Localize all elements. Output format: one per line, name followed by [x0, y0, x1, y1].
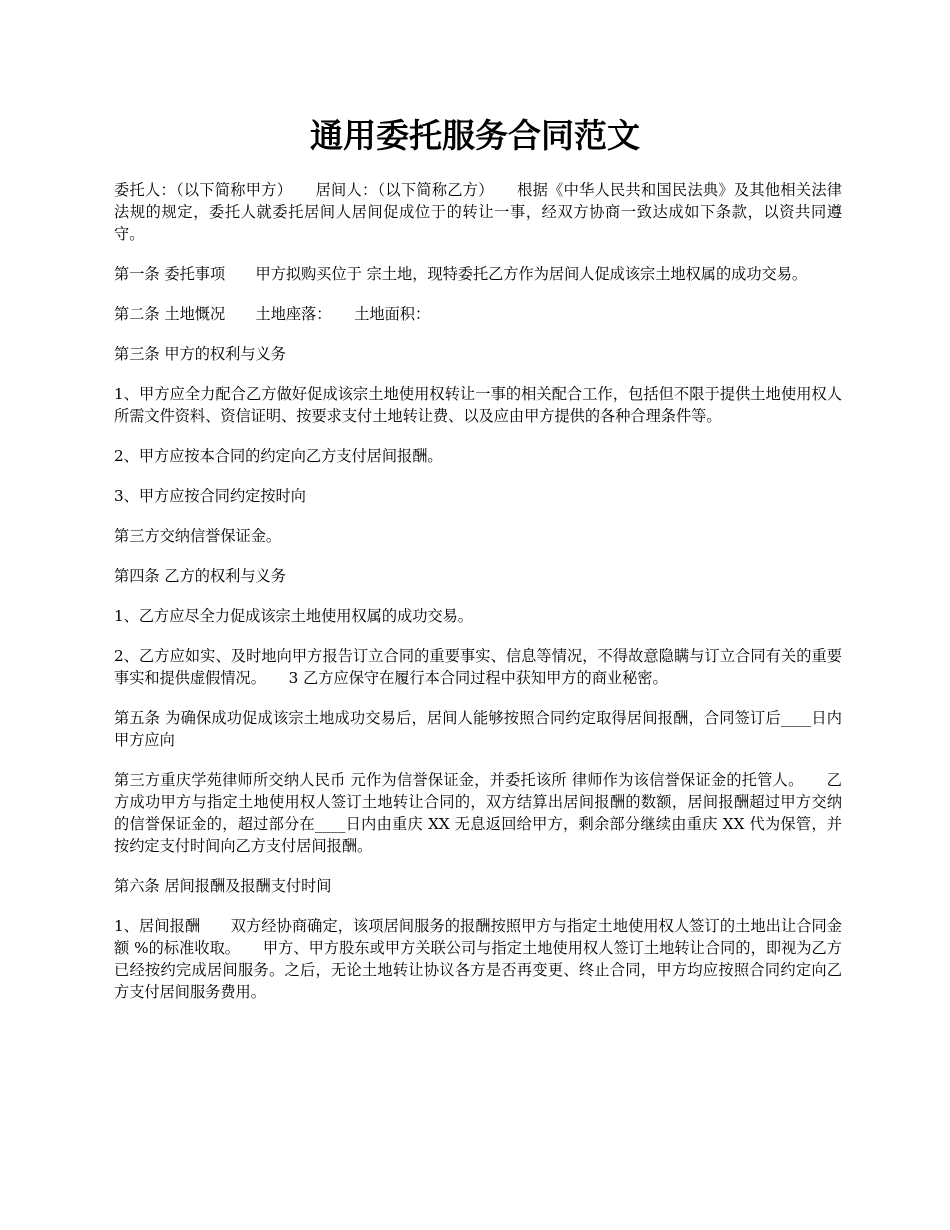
paragraph-article-5: 第五条 为确保成功促成该宗土地成功交易后，居间人能够按照合同约定取得居间报酬，合同签订后____日内甲方应向	[114, 709, 842, 749]
document-title: 通用委托服务合同范文	[310, 116, 640, 155]
paragraph-article-3-item-3-cont: 第三方交纳信誉保证金。	[114, 527, 282, 545]
paragraph-preamble: 委托人：（以下简称甲方） 居间人：（以下简称乙方） 根据《中华人民共和国民法典》及其他相关法律法规的规定，委托人就委托居间人居间促成位于的转让一事，经双方协商一致达成如下条款，以资共同遵守。	[114, 181, 842, 243]
paragraph-article-3-item-1: 1、甲方应全力配合乙方做好促成该宗土地使用权转让一事的相关配合工作，包括但不限于提供土地使用权人所需文件资料、资信证明、按要求支付土地转让费、以及应由甲方提供的各种合理条件等。	[114, 385, 842, 425]
paragraph-article-5-cont: 第三方重庆学苑律师所交纳人民币 元作为信誉保证金，并委托该所 律师作为该信誉保证金的托管人。 乙方成功甲方与指定土地使用权人签订土地转让合同的，双方结算出居间报酬的数额，居间报酬超过甲方交纳的信誉保证金的，超过部分在____日内由重庆 XX 无息返回给甲方，剩余部分继续由重庆 XX 代为保管，并按约定支付时间向乙方支付居间报酬。	[114, 771, 842, 855]
paragraph-article-2: 第二条 土地慨况 土地座落： 土地面积：	[114, 305, 431, 323]
paragraph-article-4-heading: 第四条 乙方的权利与义务	[114, 567, 286, 585]
paragraph-article-3-item-2: 2、甲方应按本合同的约定向乙方支付居间报酬。	[114, 447, 443, 465]
paragraph-article-1: 第一条 委托事项 甲方拟购买位于 宗土地，现特委托乙方作为居间人促成该宗土地权属的成功交易。	[114, 265, 808, 283]
paragraph-article-4-item-2: 2、乙方应如实、及时地向甲方报告订立合同的重要事实、信息等情况，不得故意隐瞒与订立合同有关的重要事实和提供虚假情况。 3 乙方应保守在履行本合同过程中获知甲方的商业秘密。	[114, 647, 842, 687]
paragraph-article-6-item-1: 1、居间报酬 双方经协商确定，该项居间服务的报酬按照甲方与指定土地使用权人签订的土地出让合同金额 %的标准收取。 甲方、甲方股东或甲方关联公司与指定土地使用权人签订土地转让合同的，即视为乙方已经按约完成居间服务。之后，无论土地转让协议各方是否再变更、终止合同，甲方均应按照合同约定向乙方支付居间服务费用。	[114, 917, 842, 1001]
paragraph-article-3-item-3: 3、甲方应按合同约定按时向	[114, 487, 306, 505]
paragraph-article-6-heading: 第六条 居间报酬及报酬支付时间	[114, 877, 332, 895]
paragraph-article-3-heading: 第三条 甲方的权利与义务	[114, 345, 286, 363]
document-body	[114, 179, 842, 1021]
paragraph-article-4-item-1: 1、乙方应尽全力促成该宗土地使用权属的成功交易。	[114, 607, 473, 625]
